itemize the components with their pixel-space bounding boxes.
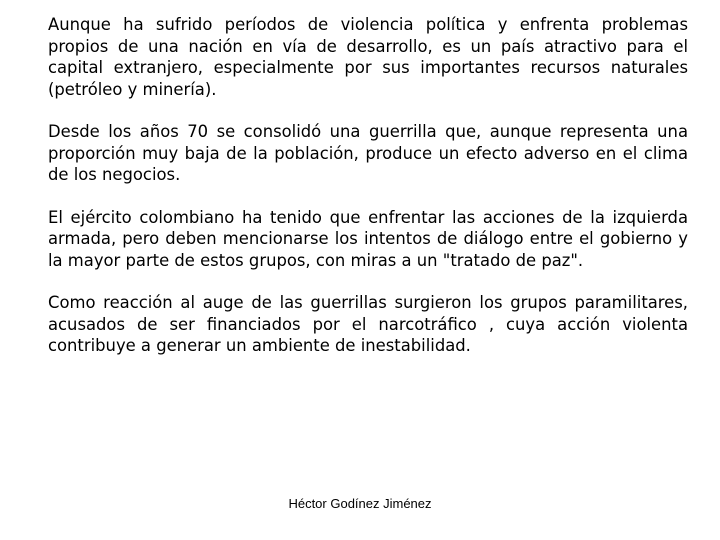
- paragraph-guerrilla: Desde los años 70 se consolidó una guerrilla que, aunque representa una proporción muy baja de la población, produce un efecto adverso en el clima de los negocios.: [48, 122, 688, 184]
- slide-body: [48, 14, 688, 357]
- paragraph-army: El ejército colombiano ha tenido que enfrentar las acciones de la izquierda armada, pero deben mencionarse los intentos de diálogo entre el gobierno y la mayor parte de estos grupos, con miras a un "tratado de paz".: [48, 207, 688, 270]
- paragraph-paramilitary: Como reacción al auge de las guerrillas surgieron los grupos paramilitares, acusados de ser financiados por el narcotráfico , cuya acción violenta contribuye a generar un ambiente de inestabilidad.: [48, 293, 688, 355]
- footer-author: Héctor Godínez Jiménez: [288, 496, 432, 511]
- paragraph-economy: Aunque ha sufrido períodos de violencia política y enfrenta problemas propios de una nación en vía de desarrollo, es un país atractivo para el capital extranjero, especialmente por sus importantes recursos naturales (petróleo y minería).: [48, 15, 688, 99]
